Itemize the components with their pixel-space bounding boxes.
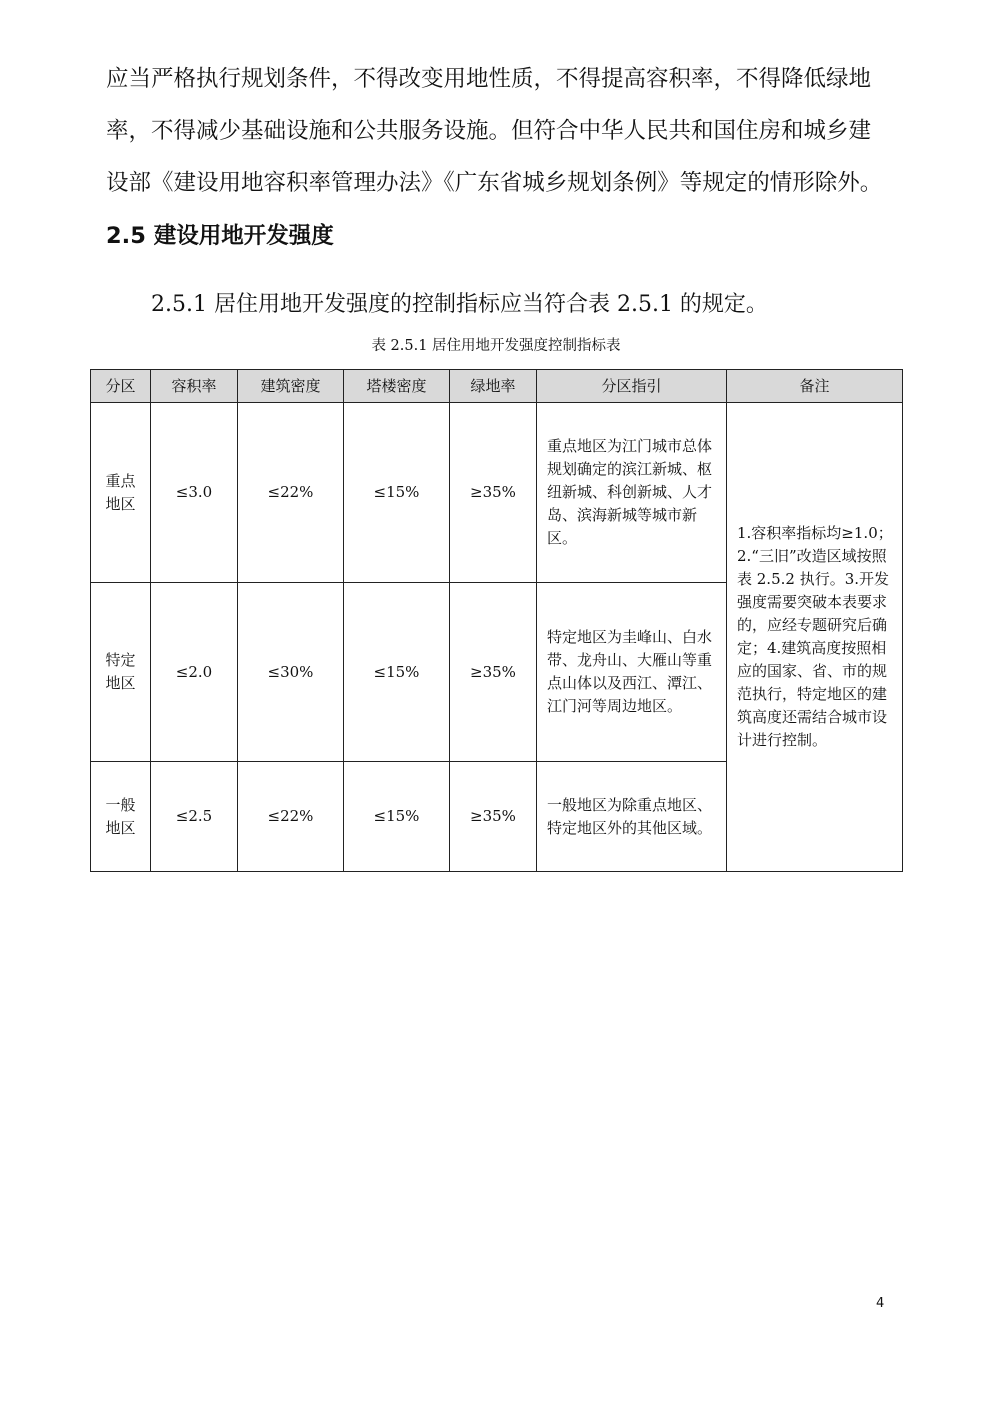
far-cell: ≤2.0: [151, 583, 238, 762]
header-tower-density: 塔楼密度: [344, 370, 450, 403]
far-cell: ≤3.0: [151, 403, 238, 583]
header-zone-guide: 分区指引: [537, 370, 727, 403]
building-density-cell: ≤22%: [238, 403, 344, 583]
building-density-cell: ≤22%: [238, 762, 344, 872]
body-line-2: 率，不得减少基础设施和公共服务设施。但符合中华人民共和国住房和城乡建: [106, 118, 872, 144]
body-line-1: 应当严格执行规划条件，不得改变用地性质，不得提高容积率，不得降低绿地: [106, 66, 872, 92]
green-ratio-cell: ≥35%: [450, 583, 537, 762]
tower-density-cell: ≤15%: [344, 403, 450, 583]
section-heading: 2.5 建设用地开发强度: [106, 223, 334, 249]
far-cell: ≤2.5: [151, 762, 238, 872]
body-line-3: 设部《建设用地容积率管理办法》《广东省城乡规划条例》等规定的情形除外。: [106, 170, 883, 196]
table-row: [91, 403, 903, 583]
header-building-density: 建筑密度: [238, 370, 344, 403]
page-number: 4: [876, 1296, 885, 1311]
zone-cell: 重点地区: [91, 403, 151, 583]
table-caption: 表 2.5.1 居住用地开发强度控制指标表: [371, 338, 621, 354]
tower-density-cell: ≤15%: [344, 583, 450, 762]
clause-text: 2.5.1 居住用地开发强度的控制指标应当符合表 2.5.1 的规定。: [151, 292, 768, 317]
zone-guide-cell: 特定地区为圭峰山、白水带、龙舟山、大雁山等重点山体以及西江、潭江、江门河等周边地区。: [537, 583, 727, 762]
zone-cell: 一般地区: [91, 762, 151, 872]
zone-guide-cell: 一般地区为除重点地区、特定地区外的其他区域。: [537, 762, 727, 872]
table-header-row: [91, 370, 903, 403]
header-notes: 备注: [727, 370, 903, 403]
zone-guide-cell: 重点地区为江门城市总体规划确定的滨江新城、枢纽新城、科创新城、人才岛、滨海新城等城市新区。: [537, 403, 727, 583]
header-green-ratio: 绿地率: [450, 370, 537, 403]
green-ratio-cell: ≥35%: [450, 762, 537, 872]
notes-cell: 1.容积率指标均≥1.0；2.“三旧”改造区域按照表 2.5.2 执行。3.开发强度需要突破本表要求的，应经专题研究后确定；4.建筑高度按照相应的国家、省、市的规范执行，特定地区的建筑高度还需结合城市设计进行控制。: [727, 403, 903, 872]
building-density-cell: ≤30%: [238, 583, 344, 762]
header-far: 容积率: [151, 370, 238, 403]
header-zone: 分区: [91, 370, 151, 403]
zone-cell: 特定地区: [91, 583, 151, 762]
green-ratio-cell: ≥35%: [450, 403, 537, 583]
tower-density-cell: ≤15%: [344, 762, 450, 872]
indicator-table: [90, 369, 903, 872]
